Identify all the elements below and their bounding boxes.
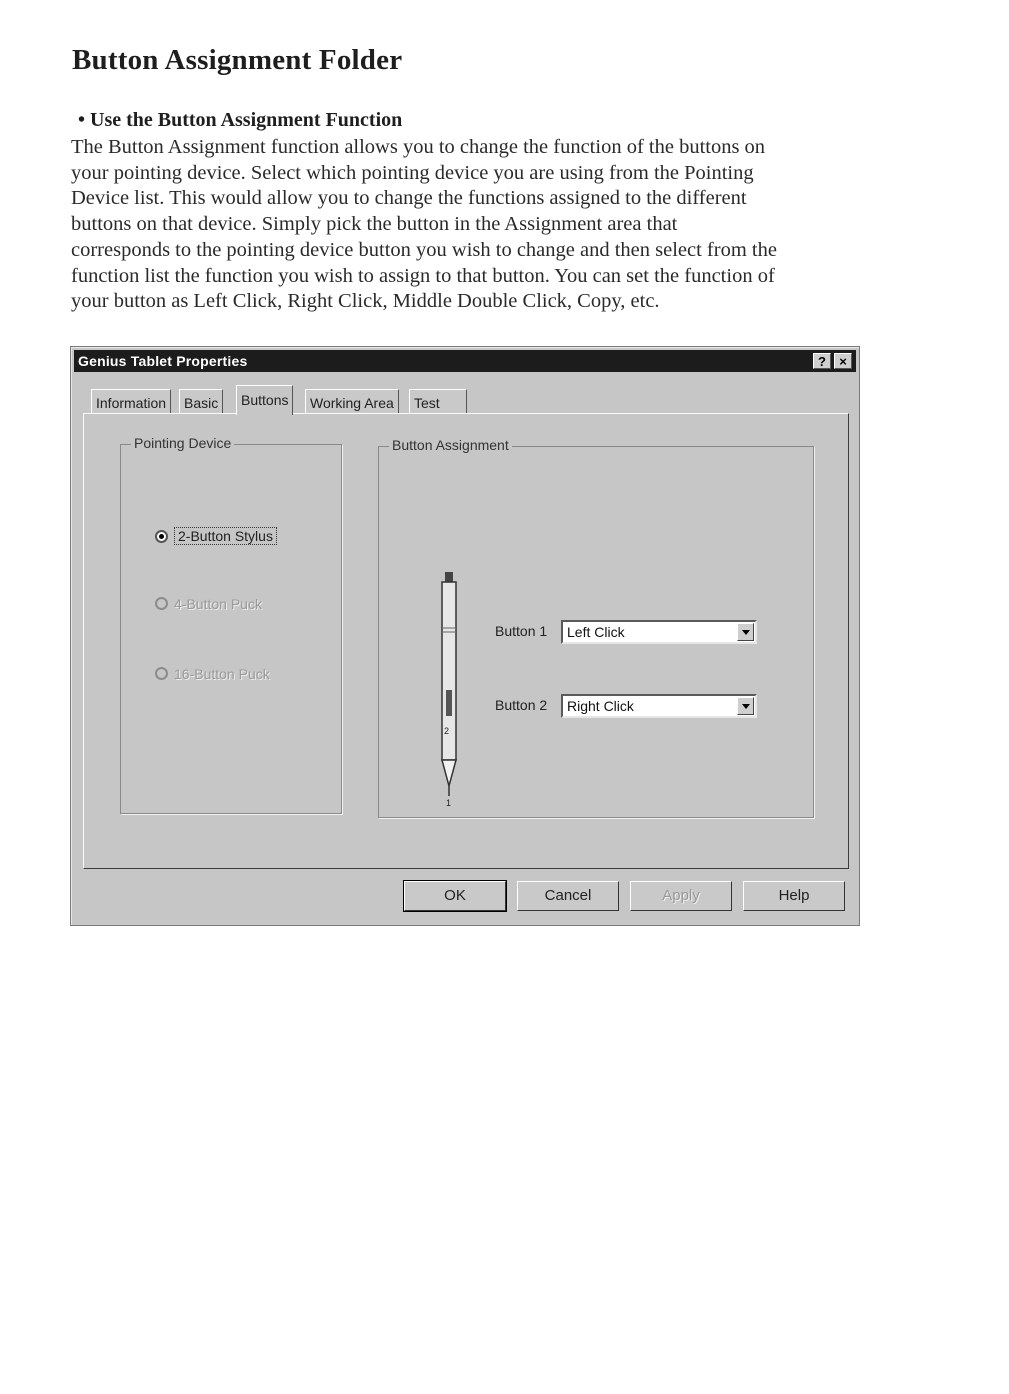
tab-working-area[interactable]: Working Area [305, 389, 399, 413]
paragraph-line: your button as Left Click, Right Click, Middle Double Click, Copy, etc. [71, 290, 660, 313]
paragraph-line: your pointing device. Select which pointing device you are using from the Pointing [71, 161, 754, 184]
dialog-titlebar[interactable] [74, 350, 856, 372]
pointing-device-group [120, 435, 342, 814]
section-heading: • Use the Button Assignment Function [78, 109, 403, 131]
radio-dot-icon[interactable] [155, 530, 168, 543]
button-1-function-value: Left Click [567, 624, 625, 640]
button-1-label: Button 1 [495, 623, 548, 639]
paragraph-line: function list the function you wish to assign to that button. You can set the function of [71, 264, 775, 287]
paragraph-line: Device list. This would allow you to change the functions assigned to the different [71, 187, 747, 210]
help-icon[interactable]: ? [813, 353, 831, 369]
help-button[interactable]: Help [743, 881, 845, 911]
paragraph-line: The Button Assignment function allows you to change the function of the buttons on [71, 136, 766, 158]
chevron-down-icon[interactable] [737, 697, 754, 715]
radio-label: 2-Button Stylus [174, 527, 277, 545]
body-paragraph [71, 135, 876, 315]
cancel-button[interactable]: Cancel [517, 881, 619, 911]
chevron-down-icon[interactable] [737, 623, 754, 641]
pointing-device-group-label: Pointing Device [131, 435, 234, 451]
button-2-label: Button 2 [495, 697, 548, 713]
properties-dialog [70, 346, 860, 926]
radio-label: 4-Button Puck [174, 595, 262, 612]
tab-basic[interactable]: Basic [179, 389, 223, 413]
radio-4-button-puck [155, 595, 262, 615]
stylus-icon [434, 572, 464, 808]
paragraph-line: corresponds to the pointing device button you wish to change and then select from the [71, 238, 777, 261]
dialog-title: Genius Tablet Properties [78, 353, 248, 369]
radio-dot-icon [155, 667, 168, 680]
paragraph-line: buttons on that device. Simply pick the button in the Assignment area that [71, 213, 678, 236]
close-icon[interactable]: × [834, 353, 852, 369]
radio-label: 16-Button Puck [174, 665, 270, 682]
apply-button: Apply [630, 881, 732, 911]
ok-button[interactable]: OK [404, 881, 506, 911]
stylus-mark-2: 2 [444, 726, 450, 736]
button-2-function-select[interactable] [561, 694, 757, 718]
document-title: Button Assignment Folder [72, 44, 403, 76]
radio-dot-icon [155, 597, 168, 610]
tab-buttons[interactable]: Buttons [236, 385, 293, 415]
stylus-mark-1: 1 [446, 798, 452, 808]
radio-16-button-puck [155, 665, 270, 685]
button-assignment-group-label: Button Assignment [389, 437, 512, 453]
button-2-function-value: Right Click [567, 698, 634, 714]
button-1-function-select[interactable] [561, 620, 757, 644]
tab-information[interactable]: Information [91, 389, 171, 413]
radio-2-button-stylus[interactable] [155, 527, 277, 547]
tab-test[interactable]: Test [409, 389, 467, 413]
